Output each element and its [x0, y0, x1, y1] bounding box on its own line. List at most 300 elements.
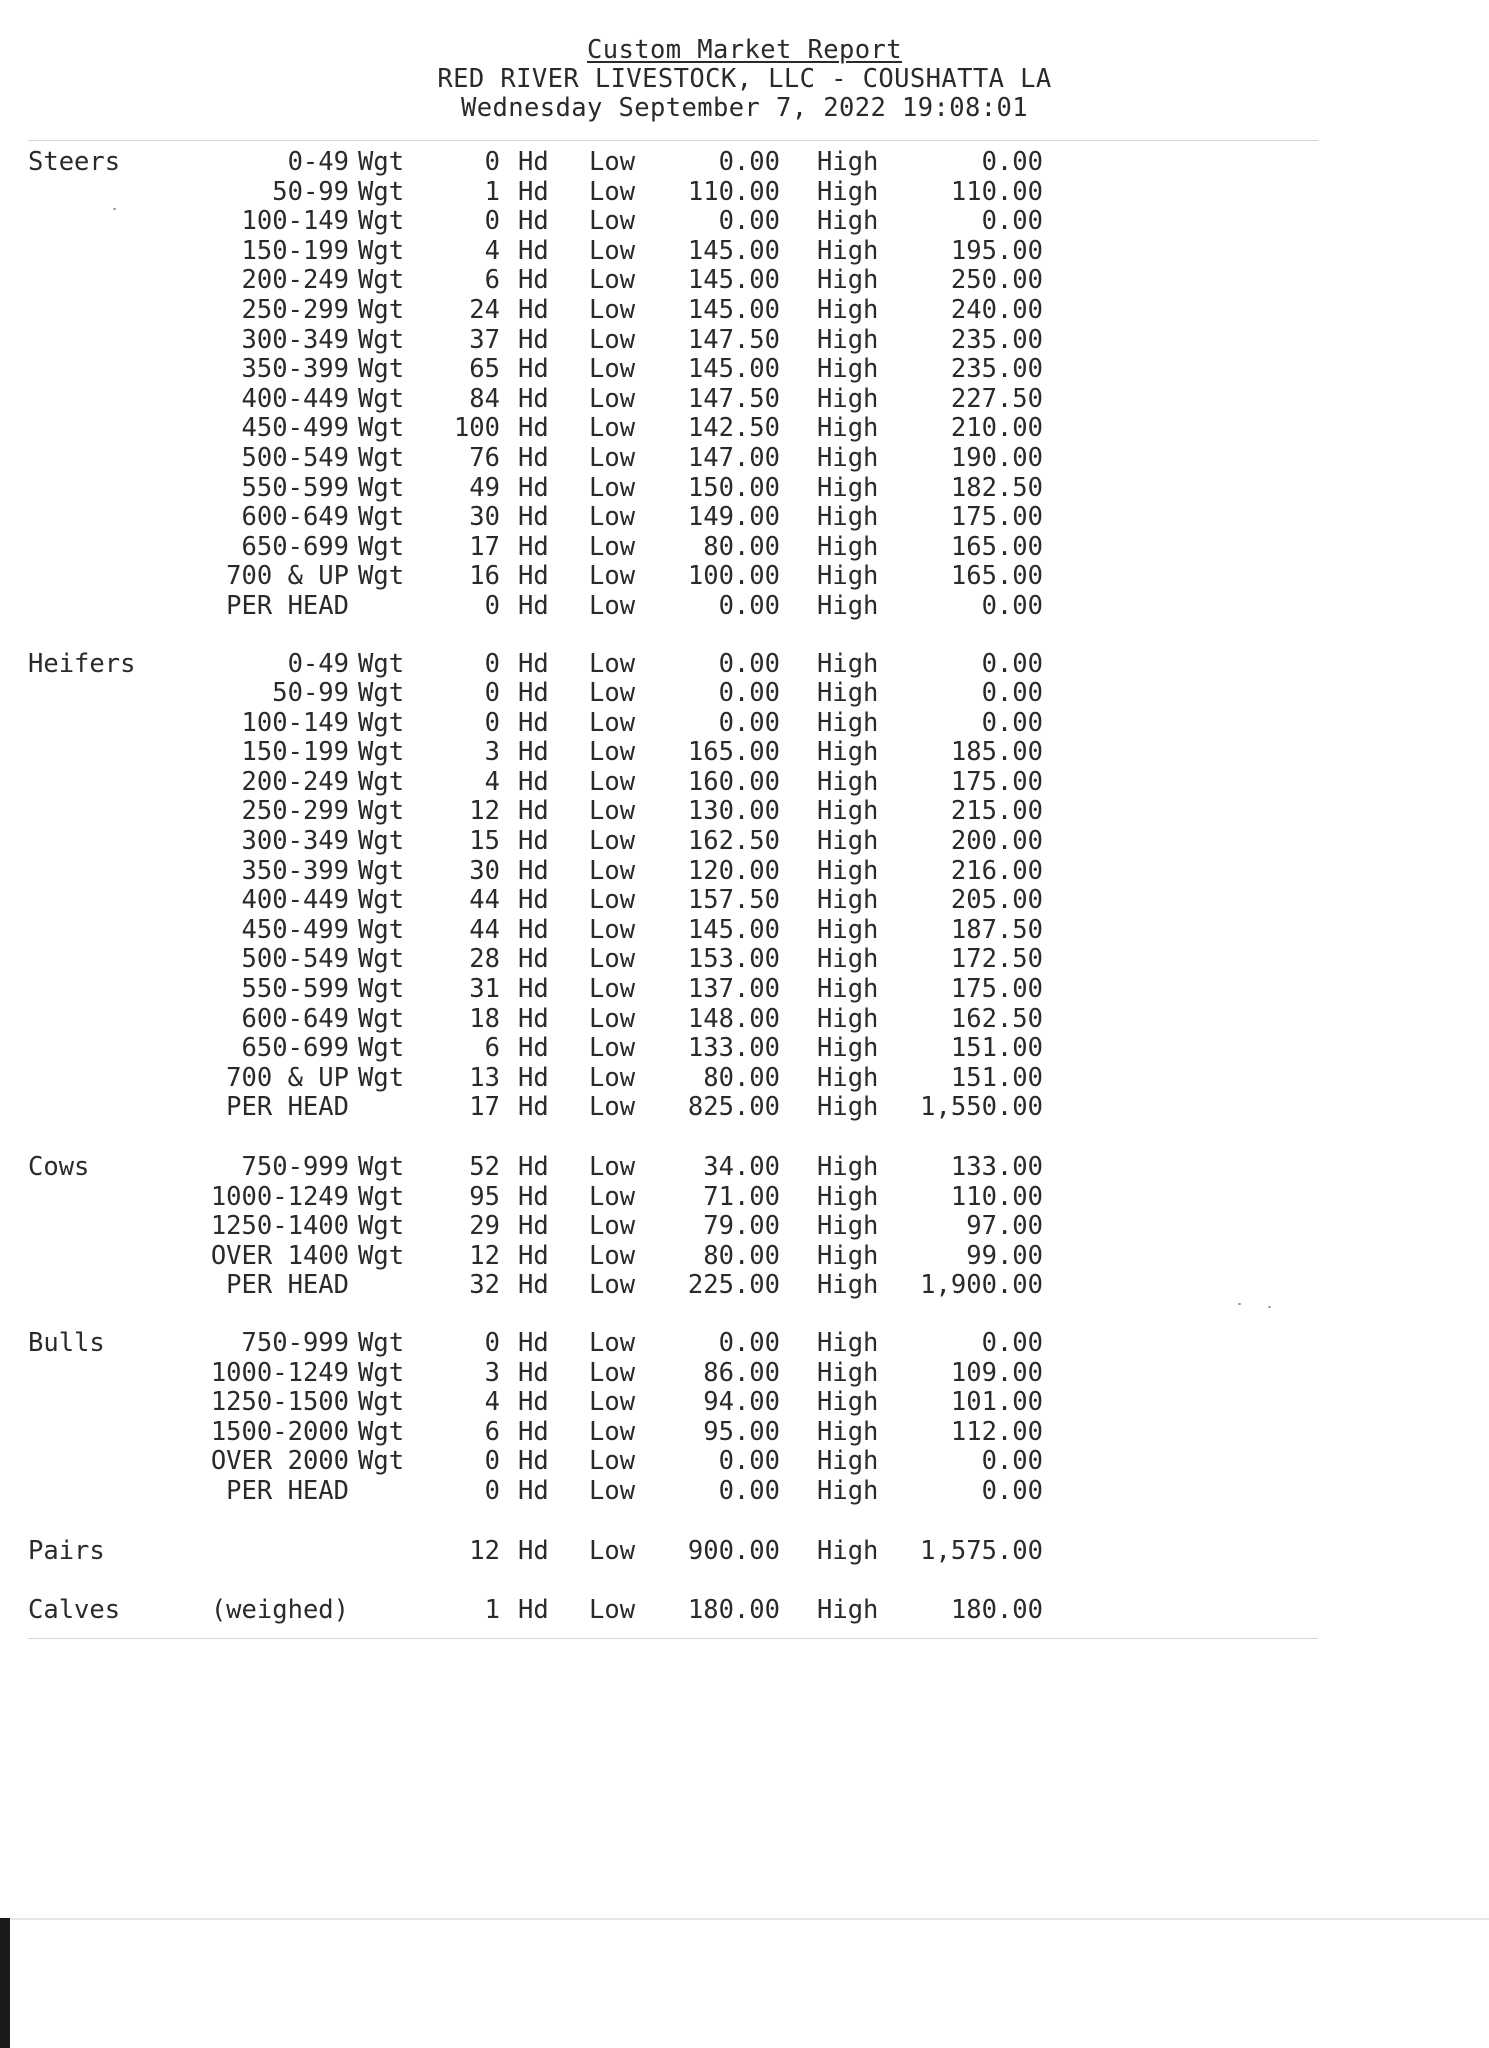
- weight-range: 700 & UP: [226, 561, 349, 592]
- weight-range: 750-999: [241, 1152, 349, 1182]
- weight-range: 650-699: [241, 1033, 349, 1064]
- table-row: [0, 326, 1100, 356]
- high-label: High: [817, 502, 879, 533]
- table-row: [0, 1034, 1100, 1064]
- high-label: High: [817, 914, 879, 945]
- table-row: [0, 533, 1100, 563]
- head-count: 4: [484, 766, 500, 797]
- section-heifers: [0, 650, 1100, 1124]
- high-label: High: [817, 707, 879, 738]
- weight-unit: Wgt: [358, 1240, 405, 1271]
- weight-range: 1250-1500: [210, 1387, 349, 1418]
- low-price: 100.00: [687, 561, 780, 592]
- head-label: Hd: [518, 855, 549, 886]
- weight-range: 250-299: [241, 796, 349, 827]
- low-label: Low: [589, 502, 636, 533]
- weight-unit: Wgt: [358, 974, 405, 1005]
- table-row: [0, 178, 1100, 208]
- high-label: High: [817, 413, 879, 444]
- report-datetime: Wednesday September 7, 2022 19:08:01: [460, 93, 1029, 123]
- high-price: 112.00: [950, 1416, 1043, 1447]
- low-price: 165.00: [687, 737, 780, 768]
- weight-unit: Wgt: [358, 294, 405, 325]
- head-label: Hd: [518, 1595, 549, 1626]
- weight-range: 50-99: [272, 176, 349, 207]
- low-label: Low: [589, 1327, 636, 1358]
- head-label: Hd: [518, 885, 549, 916]
- head-label: Hd: [518, 1416, 549, 1447]
- weight-unit: Wgt: [358, 561, 405, 592]
- head-label: Hd: [518, 1446, 549, 1477]
- high-label: High: [817, 1062, 879, 1093]
- high-price: 151.00: [950, 1033, 1043, 1064]
- low-label: Low: [589, 1003, 636, 1034]
- weight-range: 350-399: [241, 354, 349, 385]
- head-label: Hd: [518, 1003, 549, 1034]
- weight-range: 100-149: [241, 206, 349, 237]
- table-row: [0, 1447, 1100, 1477]
- section-name: Calves: [28, 1595, 121, 1626]
- low-label: Low: [589, 561, 636, 592]
- head-label: Hd: [518, 1092, 549, 1123]
- high-label: High: [817, 1475, 879, 1506]
- scan-border-line: [0, 1918, 1489, 1920]
- head-count: 95: [469, 1181, 500, 1212]
- head-label: Hd: [518, 1535, 549, 1566]
- high-label: High: [817, 1211, 879, 1242]
- low-label: Low: [589, 678, 636, 709]
- low-price: 147.50: [687, 324, 780, 355]
- weight-unit: Wgt: [358, 383, 405, 414]
- head-count: 6: [484, 1033, 500, 1064]
- table-row: [0, 945, 1100, 975]
- low-label: Low: [589, 206, 636, 237]
- table-row: [0, 1418, 1100, 1448]
- table-row: [0, 148, 1100, 178]
- weight-range: 400-449: [241, 383, 349, 414]
- low-price: 71.00: [703, 1181, 780, 1212]
- head-count: 17: [469, 1092, 500, 1123]
- high-price: 216.00: [950, 855, 1043, 886]
- low-label: Low: [589, 235, 636, 266]
- weight-range: 200-249: [241, 766, 349, 797]
- head-count: 65: [469, 354, 500, 385]
- low-price: 95.00: [703, 1416, 780, 1447]
- high-price: 190.00: [950, 442, 1043, 473]
- head-label: Hd: [518, 914, 549, 945]
- weight-range: OVER 2000: [210, 1446, 349, 1477]
- head-count: 76: [469, 442, 500, 473]
- low-label: Low: [589, 796, 636, 827]
- weight-range: PER HEAD: [226, 1475, 349, 1506]
- weight-range: PER HEAD: [226, 1270, 349, 1301]
- weight-range: OVER 1400: [210, 1240, 349, 1271]
- head-count: 3: [484, 737, 500, 768]
- head-count: 15: [469, 826, 500, 857]
- low-price: 120.00: [687, 855, 780, 886]
- head-count: 37: [469, 324, 500, 355]
- low-label: Low: [589, 1595, 636, 1626]
- head-count: 49: [469, 472, 500, 503]
- weight-range: 0-49: [287, 648, 349, 679]
- low-label: Low: [589, 1062, 636, 1093]
- weight-range: 50-99: [272, 678, 349, 709]
- head-count: 30: [469, 855, 500, 886]
- table-row: [0, 1153, 1100, 1183]
- low-price: 160.00: [687, 766, 780, 797]
- head-label: Hd: [518, 176, 549, 207]
- head-count: 12: [469, 1535, 500, 1566]
- section-spacer: [0, 1123, 1100, 1153]
- low-price: 0.00: [718, 206, 780, 237]
- head-count: 6: [484, 1416, 500, 1447]
- low-price: 110.00: [687, 176, 780, 207]
- table-row: [0, 1271, 1100, 1301]
- scan-speck: [1268, 1306, 1271, 1308]
- weight-range: 550-599: [241, 472, 349, 503]
- head-count: 100: [453, 413, 500, 444]
- weight-unit: Wgt: [358, 1211, 405, 1242]
- head-label: Hd: [518, 235, 549, 266]
- high-price: 99.00: [966, 1240, 1043, 1271]
- high-label: High: [817, 176, 879, 207]
- weight-range: 600-649: [241, 502, 349, 533]
- table-row: [0, 916, 1100, 946]
- high-price: 240.00: [950, 294, 1043, 325]
- weight-unit: Wgt: [358, 1416, 405, 1447]
- low-label: Low: [589, 1152, 636, 1182]
- weight-range: 350-399: [241, 855, 349, 886]
- weight-unit: Wgt: [358, 678, 405, 709]
- low-price: 225.00: [687, 1270, 780, 1301]
- head-label: Hd: [518, 147, 549, 177]
- section-spacer: [0, 1507, 1100, 1537]
- head-label: Hd: [518, 531, 549, 562]
- low-price: 80.00: [703, 1062, 780, 1093]
- high-price: 151.00: [950, 1062, 1043, 1093]
- table-row: [0, 385, 1100, 415]
- low-label: Low: [589, 707, 636, 738]
- low-label: Low: [589, 1357, 636, 1388]
- head-count: 1: [484, 176, 500, 207]
- head-count: 1: [484, 1595, 500, 1626]
- low-price: 145.00: [687, 265, 780, 296]
- head-label: Hd: [518, 1062, 549, 1093]
- weight-unit: Wgt: [358, 1181, 405, 1212]
- table-row: [0, 709, 1100, 739]
- low-price: 162.50: [687, 826, 780, 857]
- low-label: Low: [589, 413, 636, 444]
- high-label: High: [817, 472, 879, 503]
- table-row: [0, 1596, 1100, 1626]
- head-label: Hd: [518, 502, 549, 533]
- low-price: 145.00: [687, 235, 780, 266]
- footer-divider: [28, 1638, 1318, 1639]
- weight-range: 0-49: [287, 147, 349, 177]
- low-label: Low: [589, 147, 636, 177]
- head-label: Hd: [518, 707, 549, 738]
- low-price: 825.00: [687, 1092, 780, 1123]
- high-price: 235.00: [950, 324, 1043, 355]
- high-price: 110.00: [950, 1181, 1043, 1212]
- head-count: 0: [484, 1475, 500, 1506]
- head-label: Hd: [518, 766, 549, 797]
- head-count: 32: [469, 1270, 500, 1301]
- weight-unit: Wgt: [358, 648, 405, 679]
- low-label: Low: [589, 354, 636, 385]
- high-label: High: [817, 1181, 879, 1212]
- high-label: High: [817, 648, 879, 679]
- head-label: Hd: [518, 294, 549, 325]
- header-divider: [28, 140, 1318, 141]
- high-price: 0.00: [981, 707, 1043, 738]
- high-price: 215.00: [950, 796, 1043, 827]
- section-name: Cows: [28, 1152, 90, 1182]
- head-label: Hd: [518, 1270, 549, 1301]
- head-label: Hd: [518, 796, 549, 827]
- weight-unit: Wgt: [358, 413, 405, 444]
- weight-unit: Wgt: [358, 502, 405, 533]
- high-label: High: [817, 1152, 879, 1182]
- low-price: 145.00: [687, 294, 780, 325]
- head-label: Hd: [518, 206, 549, 237]
- weight-unit: Wgt: [358, 826, 405, 857]
- high-price: 182.50: [950, 472, 1043, 503]
- high-price: 175.00: [950, 974, 1043, 1005]
- company-line: RED RIVER LIVESTOCK, LLC - COUSHATTA LA: [437, 64, 1052, 94]
- head-count: 30: [469, 502, 500, 533]
- weight-unit: Wgt: [358, 324, 405, 355]
- high-price: 0.00: [981, 590, 1043, 621]
- table-row: [0, 474, 1100, 504]
- table-row: [0, 650, 1100, 680]
- high-label: High: [817, 235, 879, 266]
- head-label: Hd: [518, 561, 549, 592]
- weight-range: 100-149: [241, 707, 349, 738]
- head-count: 6: [484, 265, 500, 296]
- high-price: 0.00: [981, 1327, 1043, 1358]
- low-label: Low: [589, 324, 636, 355]
- high-price: 180.00: [950, 1595, 1043, 1626]
- table-row: [0, 1242, 1100, 1272]
- weight-unit: Wgt: [358, 1387, 405, 1418]
- high-label: High: [817, 766, 879, 797]
- weight-range: 500-549: [241, 944, 349, 975]
- low-price: 0.00: [718, 1327, 780, 1358]
- low-price: 79.00: [703, 1211, 780, 1242]
- head-label: Hd: [518, 472, 549, 503]
- high-label: High: [817, 1327, 879, 1358]
- head-label: Hd: [518, 1152, 549, 1182]
- head-count: 44: [469, 885, 500, 916]
- high-price: 235.00: [950, 354, 1043, 385]
- weight-unit: Wgt: [358, 1327, 405, 1358]
- scan-edge-shadow: [0, 1918, 10, 2048]
- section-pairs: [0, 1537, 1100, 1567]
- high-price: 133.00: [950, 1152, 1043, 1182]
- weight-range: 250-299: [241, 294, 349, 325]
- high-label: High: [817, 147, 879, 177]
- high-label: High: [817, 1240, 879, 1271]
- head-count: 29: [469, 1211, 500, 1242]
- low-label: Low: [589, 648, 636, 679]
- high-price: 165.00: [950, 561, 1043, 592]
- high-label: High: [817, 796, 879, 827]
- high-price: 175.00: [950, 502, 1043, 533]
- low-label: Low: [589, 294, 636, 325]
- table-row: [0, 1005, 1100, 1035]
- weight-unit: Wgt: [358, 796, 405, 827]
- weight-unit: Wgt: [358, 1152, 405, 1182]
- weight-unit: Wgt: [358, 206, 405, 237]
- table-row: [0, 886, 1100, 916]
- section-bulls: [0, 1329, 1100, 1507]
- head-count: 0: [484, 707, 500, 738]
- table-row: [0, 1183, 1100, 1213]
- weight-range: 450-499: [241, 914, 349, 945]
- weight-unit: Wgt: [358, 354, 405, 385]
- head-count: 0: [484, 1327, 500, 1358]
- weight-unit: Wgt: [358, 265, 405, 296]
- high-label: High: [817, 1446, 879, 1477]
- high-label: High: [817, 1033, 879, 1064]
- weight-unit: Wgt: [358, 766, 405, 797]
- high-price: 162.50: [950, 1003, 1043, 1034]
- low-label: Low: [589, 1092, 636, 1123]
- head-label: Hd: [518, 1211, 549, 1242]
- high-label: High: [817, 855, 879, 886]
- low-price: 149.00: [687, 502, 780, 533]
- high-price: 227.50: [950, 383, 1043, 414]
- table-row: [0, 562, 1100, 592]
- table-row: [0, 266, 1100, 296]
- head-label: Hd: [518, 324, 549, 355]
- high-label: High: [817, 324, 879, 355]
- weight-unit: Wgt: [358, 1446, 405, 1477]
- table-row: [0, 857, 1100, 887]
- table-row: [0, 1477, 1100, 1507]
- section-name: Bulls: [28, 1327, 105, 1358]
- weight-range: 300-349: [241, 324, 349, 355]
- low-label: Low: [589, 974, 636, 1005]
- low-price: 147.00: [687, 442, 780, 473]
- low-label: Low: [589, 472, 636, 503]
- head-count: 31: [469, 974, 500, 1005]
- table-row: [0, 1537, 1100, 1567]
- head-label: Hd: [518, 974, 549, 1005]
- high-label: High: [817, 1535, 879, 1566]
- weight-range: 700 & UP: [226, 1062, 349, 1093]
- weight-unit: Wgt: [358, 1003, 405, 1034]
- table-row: [0, 444, 1100, 474]
- market-table: [0, 148, 1100, 1626]
- low-label: Low: [589, 176, 636, 207]
- low-price: 86.00: [703, 1357, 780, 1388]
- head-label: Hd: [518, 590, 549, 621]
- head-label: Hd: [518, 826, 549, 857]
- high-label: High: [817, 1003, 879, 1034]
- head-label: Hd: [518, 1387, 549, 1418]
- low-label: Low: [589, 766, 636, 797]
- head-label: Hd: [518, 413, 549, 444]
- weight-unit: Wgt: [358, 1357, 405, 1388]
- low-price: 94.00: [703, 1387, 780, 1418]
- low-price: 137.00: [687, 974, 780, 1005]
- scan-speck: [113, 208, 116, 210]
- low-label: Low: [589, 265, 636, 296]
- low-price: 0.00: [718, 590, 780, 621]
- head-label: Hd: [518, 1327, 549, 1358]
- weight-range: 600-649: [241, 1003, 349, 1034]
- high-price: 172.50: [950, 944, 1043, 975]
- low-label: Low: [589, 1211, 636, 1242]
- high-price: 195.00: [950, 235, 1043, 266]
- table-row: [0, 768, 1100, 798]
- low-price: 0.00: [718, 147, 780, 177]
- head-label: Hd: [518, 1033, 549, 1064]
- section-name: Pairs: [28, 1535, 105, 1566]
- weight-range: 650-699: [241, 531, 349, 562]
- weight-unit: Wgt: [358, 944, 405, 975]
- high-price: 0.00: [981, 206, 1043, 237]
- high-label: High: [817, 383, 879, 414]
- weight-range: 400-449: [241, 885, 349, 916]
- table-row: [0, 414, 1100, 444]
- table-row: [0, 975, 1100, 1005]
- table-row: [0, 1359, 1100, 1389]
- weight-unit: Wgt: [358, 442, 405, 473]
- weight-unit: Wgt: [358, 855, 405, 886]
- low-label: Low: [589, 826, 636, 857]
- head-label: Hd: [518, 678, 549, 709]
- weight-range: 150-199: [241, 737, 349, 768]
- head-label: Hd: [518, 383, 549, 414]
- section-calves: [0, 1596, 1100, 1626]
- weight-range: 550-599: [241, 974, 349, 1005]
- table-row: [0, 237, 1100, 267]
- high-price: 0.00: [981, 1446, 1043, 1477]
- weight-range: 1250-1400: [210, 1211, 349, 1242]
- section-name: Steers: [28, 147, 121, 177]
- low-label: Low: [589, 531, 636, 562]
- section-name: Heifers: [28, 648, 136, 679]
- weight-range: 500-549: [241, 442, 349, 473]
- high-price: 1,550.00: [920, 1092, 1043, 1123]
- head-label: Hd: [518, 944, 549, 975]
- weight-unit: Wgt: [358, 707, 405, 738]
- head-label: Hd: [518, 354, 549, 385]
- head-count: 12: [469, 1240, 500, 1271]
- head-count: 0: [484, 590, 500, 621]
- high-label: High: [817, 826, 879, 857]
- head-label: Hd: [518, 265, 549, 296]
- low-label: Low: [589, 1446, 636, 1477]
- head-count: 0: [484, 206, 500, 237]
- weight-range: 150-199: [241, 235, 349, 266]
- high-price: 205.00: [950, 885, 1043, 916]
- low-price: 153.00: [687, 944, 780, 975]
- high-label: High: [817, 294, 879, 325]
- low-label: Low: [589, 383, 636, 414]
- low-price: 0.00: [718, 678, 780, 709]
- head-label: Hd: [518, 1181, 549, 1212]
- table-row: [0, 1093, 1100, 1123]
- head-count: 0: [484, 147, 500, 177]
- head-count: 24: [469, 294, 500, 325]
- high-price: 0.00: [981, 678, 1043, 709]
- low-price: 180.00: [687, 1595, 780, 1626]
- table-row: [0, 679, 1100, 709]
